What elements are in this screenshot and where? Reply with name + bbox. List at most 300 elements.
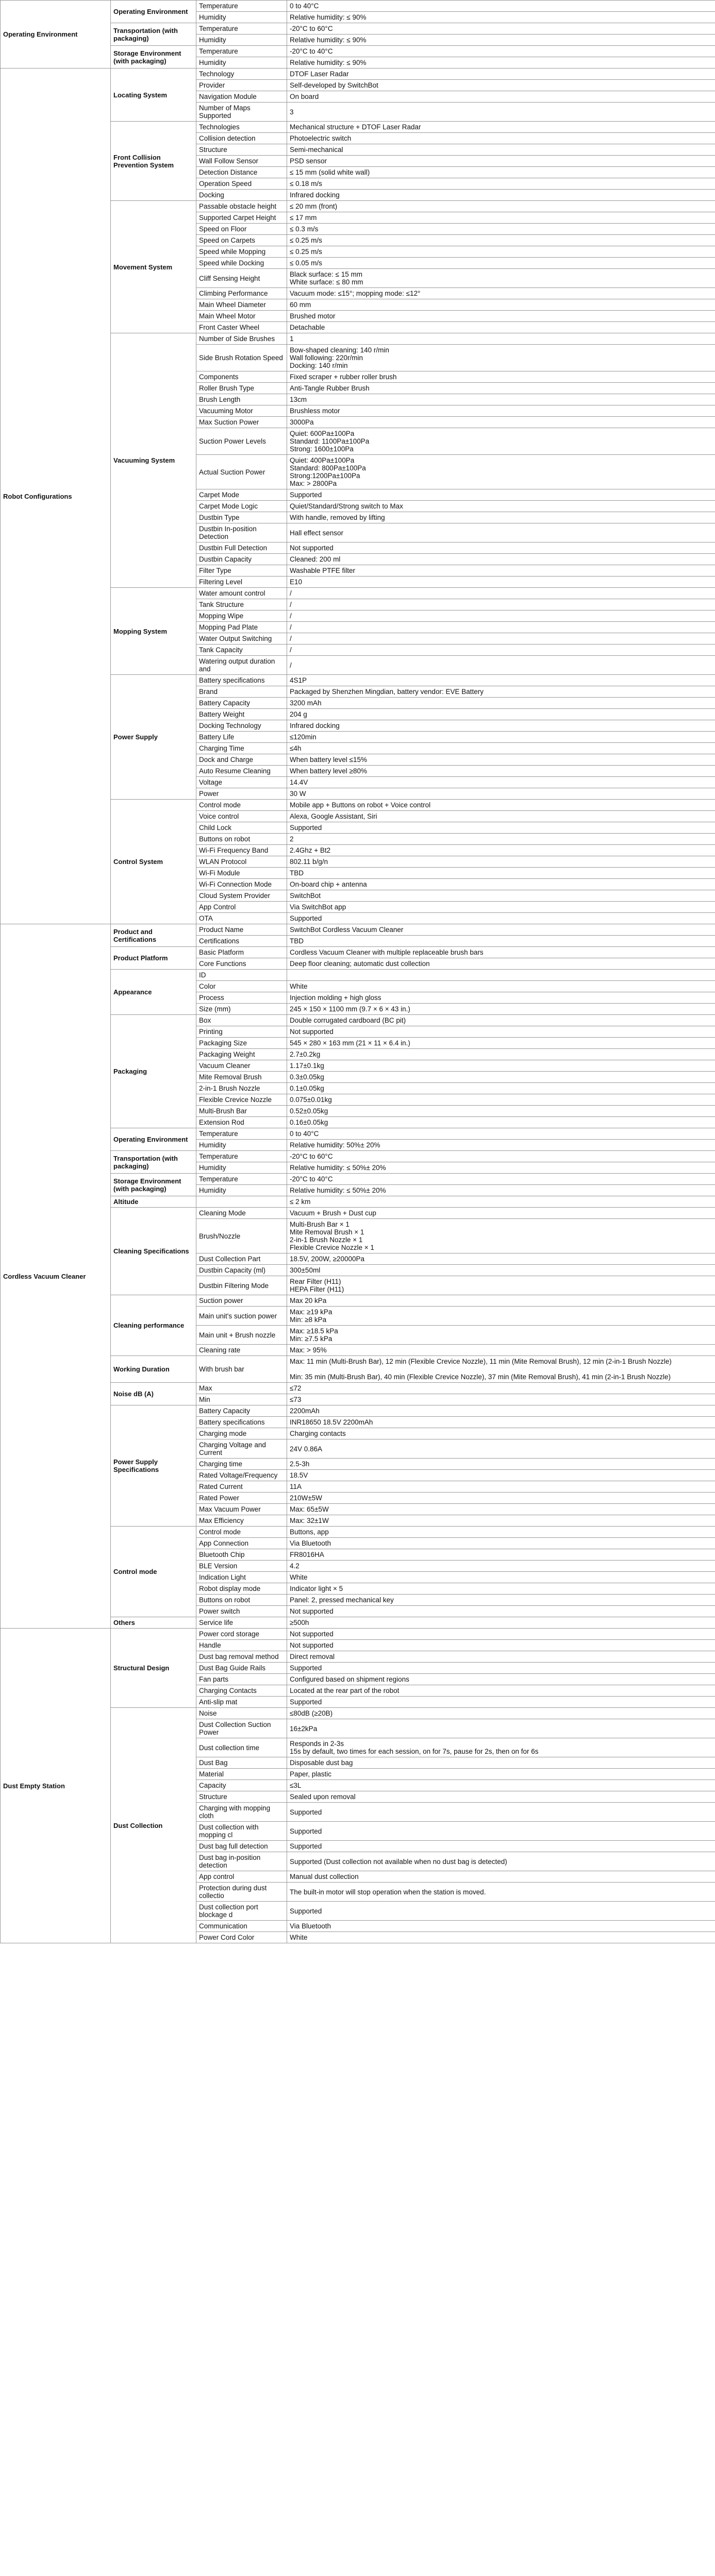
group-control-system: Control System [111,800,196,924]
spec-key: Min [196,1394,287,1405]
spec-value: 245 × 150 × 1100 mm (9.7 × 6 × 43 in.) [287,1004,715,1015]
spec-value: The built-in motor will stop operation when the station is moved. [287,1883,715,1902]
spec-value: Cordless Vacuum Cleaner with multiple replaceable brush bars [287,947,715,958]
spec-value: Supported [287,1822,715,1841]
spec-value: Mechanical structure + DTOF Laser Radar [287,122,715,133]
spec-key: Cleaning Mode [196,1208,287,1219]
spec-key: Material [196,1769,287,1780]
spec-value: Hall effect sensor [287,523,715,543]
spec-key: Charging Voltage and Current [196,1439,287,1459]
spec-value: Relative humidity: ≤ 90% [287,35,715,46]
spec-value: E10 [287,577,715,588]
spec-value: / [287,611,715,622]
spec-value: Supported [287,822,715,834]
spec-value: 0.3±0.05kg [287,1072,715,1083]
spec-key: Carpet Mode [196,489,287,501]
spec-value: White [287,1572,715,1583]
spec-value: 2.4Ghz + Bt2 [287,845,715,856]
spec-value: / [287,588,715,599]
spec-key: Number of Maps Supported [196,103,287,122]
spec-key: Dustbin Filtering Mode [196,1276,287,1295]
group-power-supply-specifications: Power Supply Specifications [111,1405,196,1527]
spec-value: Not supported [287,1606,715,1617]
spec-key: Docking Technology [196,720,287,732]
group-vacuuming-system: Vacuuming System [111,333,196,588]
spec-key: Fan parts [196,1674,287,1685]
spec-key: Climbing Performance [196,288,287,299]
group-dust-collection: Dust Collection [111,1708,196,1943]
spec-value: Supported [287,913,715,924]
spec-value: 4.2 [287,1561,715,1572]
spec-value: / [287,599,715,611]
spec-key: Structure [196,1791,287,1803]
spec-key: Temperature [196,1151,287,1162]
section-dust-empty-station: Dust Empty Station [1,1629,111,1943]
spec-value: 1 [287,333,715,345]
spec-value: ≥500h [287,1617,715,1629]
spec-key: Provider [196,80,287,91]
spec-key: Detection Distance [196,167,287,178]
spec-value: White [287,981,715,992]
spec-value [287,970,715,981]
spec-key: Indication Light [196,1572,287,1583]
group-storage-environment-with-packaging: Storage Environment (with packaging) [111,46,196,69]
spec-value: Packaged by Shenzhen Mingdian, battery vendor: EVE Battery [287,686,715,698]
spec-row [1,69,715,80]
spec-value: Mobile app + Buttons on robot + Voice control [287,800,715,811]
spec-value: 3 [287,103,715,122]
spec-key: Wi-Fi Frequency Band [196,845,287,856]
spec-value: DTOF Laser Radar [287,69,715,80]
spec-key: WLAN Protocol [196,856,287,868]
spec-key: Packaging Weight [196,1049,287,1060]
spec-value: ≤ 0.25 m/s [287,246,715,258]
spec-key: Speed on Floor [196,224,287,235]
spec-key: Speed on Carpets [196,235,287,246]
spec-value: 30 W [287,788,715,800]
spec-row [1,1629,715,1640]
spec-key: Tank Capacity [196,645,287,656]
group-altitude: Altitude [111,1196,196,1208]
spec-value: Relative humidity: ≤ 50%± 20% [287,1185,715,1196]
spec-value: Not supported [287,1640,715,1651]
spec-value: Configured based on shipment regions [287,1674,715,1685]
spec-value: Responds in 2-3s 15s by default, two times for each session, on for 7s, pause for 2s, then on for 6s [287,1738,715,1757]
spec-value: Quiet: 600Pa±100Pa Standard: 1100Pa±100Pa Strong: 1600±100Pa [287,428,715,455]
spec-value: ≤ 0.3 m/s [287,224,715,235]
spec-key: Control mode [196,800,287,811]
spec-key: Dust bag in-position detection [196,1852,287,1871]
spec-value: -20°C to 40°C [287,1174,715,1185]
spec-key: Dust Bag [196,1757,287,1769]
spec-key: Filtering Level [196,577,287,588]
spec-key: Humidity [196,1140,287,1151]
spec-value: White [287,1932,715,1943]
spec-value: 210W±5W [287,1493,715,1504]
spec-value: Buttons, app [287,1527,715,1538]
spec-key: Mopping Wipe [196,611,287,622]
spec-value: 802.11 b/g/n [287,856,715,868]
spec-key: Charging Contacts [196,1685,287,1697]
spec-key: Multi-Brush Bar [196,1106,287,1117]
group-operating-environment: Operating Environment [111,1,196,23]
spec-key: Dust Collection Suction Power [196,1719,287,1738]
spec-value: PSD sensor [287,156,715,167]
group-structural-design: Structural Design [111,1629,196,1708]
spec-value: Supported (Dust collection not available when no dust bag is detected) [287,1852,715,1871]
spec-key: Vacuum Cleaner [196,1060,287,1072]
spec-key: Robot display mode [196,1583,287,1595]
spec-value: Via Bluetooth [287,1921,715,1932]
spec-key: Vacuuming Motor [196,405,287,417]
spec-value: 3200 mAh [287,698,715,709]
spec-value: With handle, removed by lifting [287,512,715,523]
spec-key: Actual Suction Power [196,455,287,489]
spec-key: With brush bar [196,1356,287,1383]
spec-key: Tank Structure [196,599,287,611]
spec-key: BLE Version [196,1561,287,1572]
spec-value: 545 × 280 × 163 mm (21 × 11 × 6.4 in.) [287,1038,715,1049]
spec-key: Brush/Nozzle [196,1219,287,1253]
spec-table-body [1,1,715,1943]
spec-key: Battery specifications [196,675,287,686]
spec-key: Dust collection with mopping cl [196,1822,287,1841]
spec-key: Buttons on robot [196,1595,287,1606]
spec-key: ID [196,970,287,981]
group-mopping-system: Mopping System [111,588,196,675]
spec-key: App Control [196,902,287,913]
spec-value: Vacuum mode: ≤15°; mopping mode: ≤12° [287,288,715,299]
spec-value: Relative humidity: ≤ 90% [287,57,715,69]
spec-value: Anti-Tangle Rubber Brush [287,383,715,394]
spec-value: Deep floor cleaning; automatic dust collection [287,958,715,970]
spec-key: Humidity [196,1185,287,1196]
spec-key [196,1196,287,1208]
spec-key: Battery Life [196,732,287,743]
spec-key: Core Functions [196,958,287,970]
spec-value: 4S1P [287,675,715,686]
spec-key: Rated Power [196,1493,287,1504]
spec-key: Cloud System Provider [196,890,287,902]
spec-key: Dustbin Capacity [196,554,287,565]
spec-value: Indicator light × 5 [287,1583,715,1595]
spec-key: Size (mm) [196,1004,287,1015]
spec-value: 16±2kPa [287,1719,715,1738]
spec-key: Color [196,981,287,992]
spec-key: Charging Time [196,743,287,754]
spec-value: Supported [287,1697,715,1708]
spec-value: When battery level ≥80% [287,766,715,777]
group-operating-environment: Operating Environment [111,1128,196,1151]
spec-value: Washable PTFE filter [287,565,715,577]
spec-value: ≤ 0.25 m/s [287,235,715,246]
spec-row [1,924,715,936]
spec-key: App Connection [196,1538,287,1549]
spec-value: -20°C to 60°C [287,1151,715,1162]
spec-key: Carpet Mode Logic [196,501,287,512]
spec-value: Bow-shaped cleaning: 140 r/min Wall following: 220r/min Docking: 140 r/min [287,345,715,371]
spec-value: 2 [287,834,715,845]
spec-value: INR18650 18.5V 2200mAh [287,1417,715,1428]
group-others: Others [111,1617,196,1629]
spec-key: Communication [196,1921,287,1932]
spec-value: ≤73 [287,1394,715,1405]
spec-key: Battery Capacity [196,698,287,709]
spec-key: Dustbin Full Detection [196,543,287,554]
group-product-platform: Product Platform [111,947,196,970]
spec-key: Main unit's suction power [196,1307,287,1326]
spec-value: Fixed scraper + rubber roller brush [287,371,715,383]
spec-key: Printing [196,1026,287,1038]
spec-key: Docking [196,190,287,201]
spec-value: Sealed upon removal [287,1791,715,1803]
spec-key: Noise [196,1708,287,1719]
spec-key: Brush Length [196,394,287,405]
spec-key: Dock and Charge [196,754,287,766]
spec-value: 2.5-3h [287,1459,715,1470]
group-movement-system: Movement System [111,201,196,333]
spec-value: ≤ 2 km [287,1196,715,1208]
spec-key: Technologies [196,122,287,133]
spec-key: Mopping Pad Plate [196,622,287,633]
spec-key: Extension Rod [196,1117,287,1128]
spec-value: Supported [287,1841,715,1852]
spec-value: Quiet: 400Pa±100Pa Standard: 800Pa±100Pa Strong:1200Pa±100Pa Max: > 2800Pa [287,455,715,489]
spec-key: Wi-Fi Module [196,868,287,879]
spec-value: When battery level ≤15% [287,754,715,766]
spec-key: Power Cord Color [196,1932,287,1943]
spec-value: Disposable dust bag [287,1757,715,1769]
spec-key: Protection during dust collectio [196,1883,287,1902]
spec-key: Child Lock [196,822,287,834]
section-operating-environment: Operating Environment [1,1,111,69]
spec-key: Navigation Module [196,91,287,103]
spec-key: Rated Voltage/Frequency [196,1470,287,1481]
spec-value: Max: ≥18.5 kPa Min: ≥7.5 kPa [287,1326,715,1345]
spec-value: 0 to 40°C [287,1128,715,1140]
spec-key: Dust Bag Guide Rails [196,1663,287,1674]
spec-value: 0.1±0.05kg [287,1083,715,1094]
spec-value: / [287,622,715,633]
spec-key: Brand [196,686,287,698]
spec-key: Dustbin Type [196,512,287,523]
spec-value: Via SwitchBot app [287,902,715,913]
spec-key: Power [196,788,287,800]
spec-value: 11A [287,1481,715,1493]
group-cleaning-specifications: Cleaning Specifications [111,1208,196,1295]
section-robot-configurations: Robot Configurations [1,69,111,924]
group-cleaning-performance: Cleaning performance [111,1295,196,1356]
spec-key: Voltage [196,777,287,788]
spec-key: Water Output Switching [196,633,287,645]
spec-key: Basic Platform [196,947,287,958]
spec-value: Not supported [287,1026,715,1038]
spec-value: ≤ 20 mm (front) [287,201,715,212]
spec-value: 60 mm [287,299,715,311]
spec-value: ≤ 17 mm [287,212,715,224]
spec-key: Charging mode [196,1428,287,1439]
spec-key: Rated Current [196,1481,287,1493]
spec-value: Relative humidity: 50%± 20% [287,1140,715,1151]
spec-value: Max: > 95% [287,1345,715,1356]
spec-key: Bluetooth Chip [196,1549,287,1561]
spec-key: Temperature [196,23,287,35]
spec-value: Multi-Brush Bar × 1 Mite Removal Brush × 1 2-in-1 Brush Nozzle × 1 Flexible Crevice Nozzle × 1 [287,1219,715,1253]
group-storage-environment-with-packaging: Storage Environment (with packaging) [111,1174,196,1196]
spec-value: Max: 11 min (Multi-Brush Bar), 12 min (Flexible Crevice Nozzle), 11 min (Mite Removal Brush), 12 min (2-in-1 Brush Nozzle) Min: 35 min (Multi-Brush Bar), 40 min (Flexible Crevice Nozzle), 37 min (Mite Removal Brush), 41 min (2-in-1 Brush Nozzle) [287,1356,715,1383]
spec-value: Brushed motor [287,311,715,322]
spec-key: Speed while Docking [196,258,287,269]
spec-value: -20°C to 60°C [287,23,715,35]
spec-key: Roller Brush Type [196,383,287,394]
spec-key: Buttons on robot [196,834,287,845]
spec-value: ≤72 [287,1383,715,1394]
spec-key: Front Caster Wheel [196,322,287,333]
spec-value: ≤ 0.05 m/s [287,258,715,269]
spec-key: Anti-slip mat [196,1697,287,1708]
spec-key: Technology [196,69,287,80]
spec-key: Humidity [196,1162,287,1174]
spec-value: SwitchBot [287,890,715,902]
spec-key: Watering output duration and [196,656,287,675]
spec-key: Dustbin In-position Detection [196,523,287,543]
spec-key: Dust bag removal method [196,1651,287,1663]
spec-key: Supported Carpet Height [196,212,287,224]
spec-key: Temperature [196,46,287,57]
spec-value: ≤120min [287,732,715,743]
spec-value: 0.16±0.05kg [287,1117,715,1128]
spec-value: -20°C to 40°C [287,46,715,57]
spec-value: 14.4V [287,777,715,788]
spec-key: Mite Removal Brush [196,1072,287,1083]
spec-key: Wi-Fi Connection Mode [196,879,287,890]
group-working-duration: Working Duration [111,1356,196,1383]
spec-key: Box [196,1015,287,1026]
spec-key: Passable obstacle height [196,201,287,212]
group-appearance: Appearance [111,970,196,1015]
spec-value: Cleaned: 200 ml [287,554,715,565]
spec-key: Charging with mopping cloth [196,1803,287,1822]
spec-value: Max 20 kPa [287,1295,715,1307]
spec-value: Injection molding + high gloss [287,992,715,1004]
spec-key: Power switch [196,1606,287,1617]
spec-value: Alexa, Google Assistant, Siri [287,811,715,822]
spec-key: Charging time [196,1459,287,1470]
spec-value: Supported [287,1663,715,1674]
spec-key: Side Brush Rotation Speed [196,345,287,371]
spec-row [1,1,715,12]
spec-value: 0 to 40°C [287,1,715,12]
group-noise-db-a: Noise dB (A) [111,1383,196,1405]
spec-key: Wall Follow Sensor [196,156,287,167]
spec-value: FR8016HA [287,1549,715,1561]
spec-key: Number of Side Brushes [196,333,287,345]
spec-key: Voice control [196,811,287,822]
spec-value: ≤ 15 mm (solid white wall) [287,167,715,178]
spec-key: Operation Speed [196,178,287,190]
spec-value: Max: ≥19 kPa Min: ≥8 kPa [287,1307,715,1326]
spec-value: Infrared docking [287,720,715,732]
spec-value: ≤3L [287,1780,715,1791]
spec-key: Humidity [196,12,287,23]
spec-value: TBD [287,868,715,879]
spec-key: Battery specifications [196,1417,287,1428]
spec-value: Supported [287,1902,715,1921]
spec-key: Max Suction Power [196,417,287,428]
spec-key: Battery Weight [196,709,287,720]
spec-value: ≤80dB (≥20B) [287,1708,715,1719]
spec-key: 2-in-1 Brush Nozzle [196,1083,287,1094]
spec-value: On-board chip + antenna [287,879,715,890]
spec-value: Relative humidity: ≤ 50%± 20% [287,1162,715,1174]
spec-key: Suction power [196,1295,287,1307]
spec-key: Certifications [196,936,287,947]
spec-value: Semi-mechanical [287,144,715,156]
spec-value: 300±50ml [287,1265,715,1276]
spec-key: Cliff Sensing Height [196,269,287,288]
spec-value: Max: 32±1W [287,1515,715,1527]
spec-value: Photoelectric switch [287,133,715,144]
spec-value: 3000Pa [287,417,715,428]
spec-key: Control mode [196,1527,287,1538]
spec-value: 18.5V, 200W, ≥20000Pa [287,1253,715,1265]
spec-key: Packaging Size [196,1038,287,1049]
spec-value: 1.17±0.1kg [287,1060,715,1072]
spec-value: Paper, plastic [287,1769,715,1780]
spec-value: Relative humidity: ≤ 90% [287,12,715,23]
spec-value: / [287,656,715,675]
spec-key: Temperature [196,1128,287,1140]
spec-value: Quiet/Standard/Strong switch to Max [287,501,715,512]
group-transportation-with-packaging: Transportation (with packaging) [111,1151,196,1174]
spec-key: Temperature [196,1,287,12]
spec-key: Main Wheel Motor [196,311,287,322]
spec-key: Dust collection time [196,1738,287,1757]
spec-value: / [287,645,715,656]
spec-value: Located at the rear part of the robot [287,1685,715,1697]
spec-value: 2.7±0.2kg [287,1049,715,1060]
spec-value: Supported [287,489,715,501]
spec-key: Dust Collection Part [196,1253,287,1265]
spec-value: Detachable [287,322,715,333]
group-transportation-with-packaging: Transportation (with packaging) [111,23,196,46]
spec-key: Cleaning rate [196,1345,287,1356]
spec-key: Components [196,371,287,383]
spec-value: Charging contacts [287,1428,715,1439]
spec-value: Black surface: ≤ 15 mm White surface: ≤ 80 mm [287,269,715,288]
spec-value: Rear Filter (H11) HEPA Filter (H11) [287,1276,715,1295]
spec-value: Direct removal [287,1651,715,1663]
spec-key: Water amount control [196,588,287,599]
spec-key: Product Name [196,924,287,936]
spec-value: Not supported [287,1629,715,1640]
spec-key: App control [196,1871,287,1883]
spec-value: 2200mAh [287,1405,715,1417]
spec-key: Temperature [196,1174,287,1185]
group-locating-system: Locating System [111,69,196,122]
spec-value: Infrared docking [287,190,715,201]
spec-key: Max [196,1383,287,1394]
group-product-and-certifications: Product and Certifications [111,924,196,947]
spec-key: Flexible Crevice Nozzle [196,1094,287,1106]
section-cordless-vacuum-cleaner: Cordless Vacuum Cleaner [1,924,111,1629]
spec-key: Collision detection [196,133,287,144]
spec-value: Panel: 2, pressed mechanical key [287,1595,715,1606]
group-control-mode: Control mode [111,1527,196,1617]
spec-key: Max Efficiency [196,1515,287,1527]
spec-key: Power cord storage [196,1629,287,1640]
spec-key: Dust bag full detection [196,1841,287,1852]
